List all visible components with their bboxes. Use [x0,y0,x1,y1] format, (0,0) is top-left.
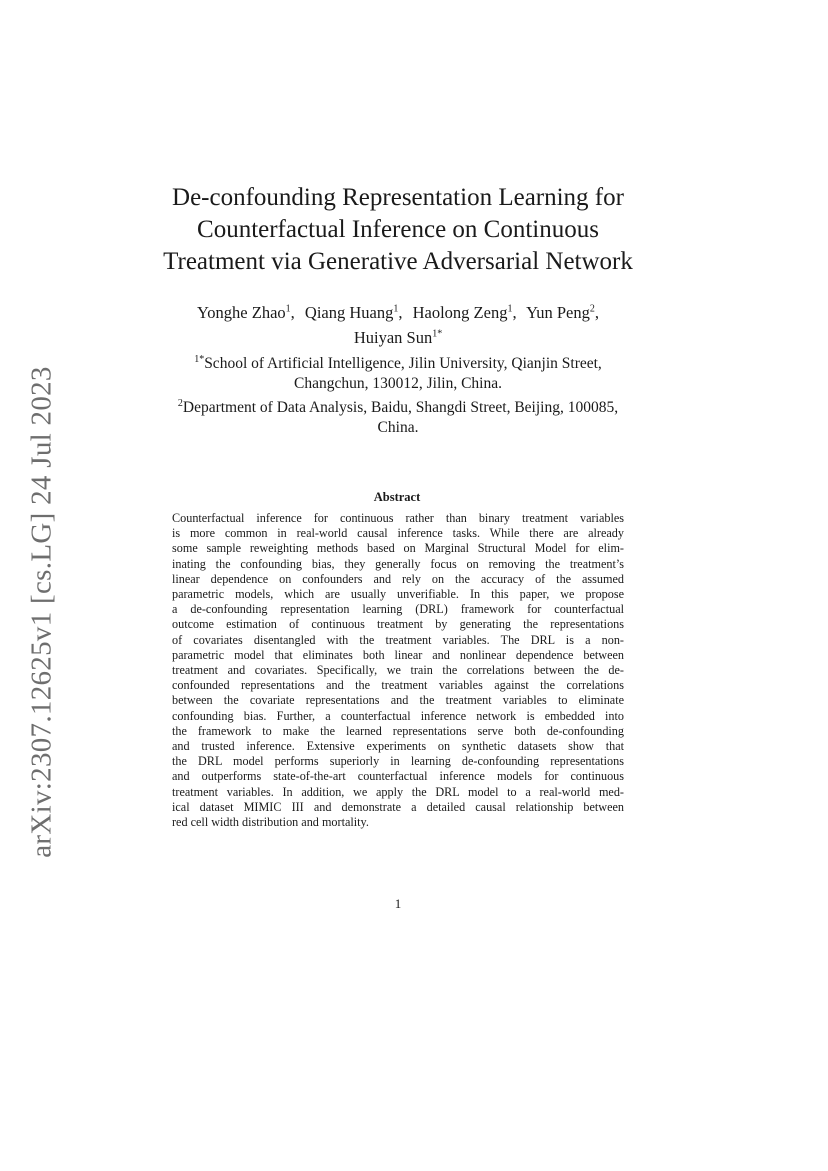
abstract-line: and outperforms state-of-the-art counterfactual inference models for continuous [172,769,624,784]
title-line: Counterfactual Inference on Continuous [197,216,599,243]
title-line: Treatment via Generative Adversarial Network [163,248,633,275]
abstract-text [172,511,624,830]
abstract-line: inating the confounding bias, they generally focus on removing the treatment’s [172,556,624,571]
affiliation: $^{1*}$School of Artificial Intelligence, Jilin University, Qianjin Street, [194,354,602,373]
author: Yonghe Zhao$^1$, [197,302,295,322]
abstract-line: of covariates disentangled with the treatment variables. The DRL is a non- [172,632,624,647]
abstract-line: between the covariate representations and the treatment variables to eliminate [172,693,624,708]
author: Haolong Zeng$^1$, [412,302,517,322]
abstract-line: red cell width distribution and mortality. [172,815,369,830]
abstract-line: parametric model that eliminates both linear and nonlinear dependence between [172,647,624,662]
arxiv-id: arXiv:2307.12625v1 [cs.LG] 24 Jul 2023 [25,366,58,858]
arxiv-sidebar-stamp [22,366,62,858]
author: Qiang Huang$^1$, [304,302,403,322]
abstract-line: is more common in real-world causal inference tasks. While there are already [172,526,624,541]
abstract-line: the framework to make the learned representations serve both de-confounding [172,723,624,738]
affiliation-continued: Changchun, 130012, Jilin, China. [294,375,502,393]
abstract-line: treatment and covariates. Specifically, we train the correlations between the de- [172,663,624,678]
abstract-line: the DRL model performs superiorly in learning de-confounding representations [172,754,624,769]
affiliation: $^2$Department of Data Analysis, Baidu, Shangdi Street, Beijing, 100085, [177,398,619,417]
abstract-line: linear dependence on confounders and rely on the accuracy of the assumed [172,571,624,586]
abstract-line: treatment variables. In addition, we apply the DRL model to a real-world med- [172,784,624,799]
paper-title [120,182,676,278]
abstract-line: confounding bias. Further, a counterfactual inference network is embedded into [172,708,624,723]
abstract-line: outcome estimation of continuous treatment by generating the representations [172,617,624,632]
abstract-line: Counterfactual inference for continuous rather than binary treatment variables [172,511,624,525]
abstract-heading: Abstract [373,490,421,504]
title-line: De-confounding Representation Learning for [172,184,624,211]
author-list [150,298,646,349]
abstract-line: a de-confounding representation learning (DRL) framework for counterfactual [172,602,624,617]
affiliation-continued: China. [377,419,419,437]
affiliations [150,350,646,438]
abstract-line: parametric models, which are usually unverifiable. In this paper, we propose [172,587,624,602]
page-number: 1 [394,896,402,911]
author: Huiyan Sun$^{1*}$ [353,328,443,347]
abstract-line: confounded representations and the treatment variables against the correlations [172,678,624,693]
abstract-line: some sample reweighting methods based on Marginal Structural Model for elim- [172,541,624,556]
author: Yun Peng$^2$, [526,302,599,322]
abstract-line: and trusted inference. Extensive experiments on synthetic datasets show that [172,739,624,754]
abstract-line: ical dataset MIMIC III and demonstrate a detailed causal relationship between [172,799,624,814]
